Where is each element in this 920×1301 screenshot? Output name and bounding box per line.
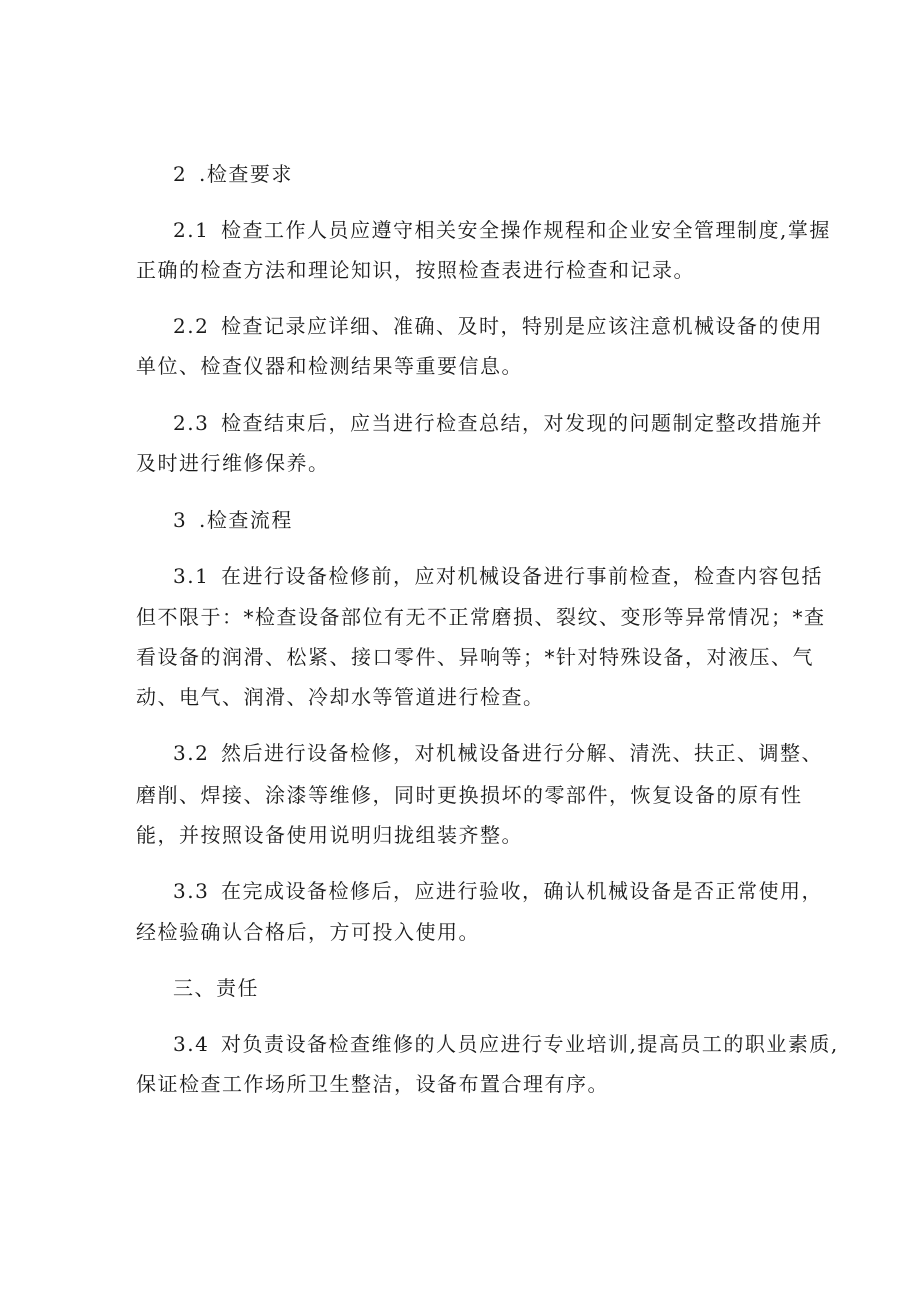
item-3-2-line-3: 能，并按照设备使用说明归拢组装齐整。 xyxy=(136,823,523,847)
item-number: 3.4 xyxy=(173,1032,210,1056)
item-3-4-line-2: 保证检查工作场所卫生整洁，设备布置合理有序。 xyxy=(136,1072,609,1096)
item-2-1-line-1 xyxy=(173,218,831,242)
item-3-1-line-2: 但不限于：*检查设备部位有无不正常磨损、裂纹、变形等异常情况；*查 xyxy=(136,605,826,629)
section-2-heading xyxy=(173,162,293,186)
item-3-1-line-4: 动、电气、润滑、冷却水等管道进行检查。 xyxy=(136,685,545,709)
section-3-heading xyxy=(173,508,293,532)
item-number: 3.3 xyxy=(173,879,210,903)
item-3-3-line-1 xyxy=(173,879,823,903)
item-number: 3.1 xyxy=(173,564,210,588)
item-2-2-line-2: 单位、检查仪器和检测结果等重要信息。 xyxy=(136,354,523,378)
item-number: 2.1 xyxy=(173,218,210,242)
item-3-2-line-2: 磨削、焊接、涂漆等维修，同时更换损坏的零部件，恢复设备的原有性 xyxy=(136,783,803,807)
item-number: 3.2 xyxy=(173,741,210,765)
section-number: 2 xyxy=(173,162,188,186)
section-title: .检查要求 xyxy=(199,162,293,186)
item-3-1-line-3: 看设备的润滑、松紧、接口零件、异响等；*针对特殊设备，对液压、气 xyxy=(136,645,814,669)
item-3-2-line-1 xyxy=(173,741,823,765)
section-three-heading: 三、责任 xyxy=(173,976,259,1000)
item-text: 检查结束后，应当进行检查总结，对发现的问题制定整改措施并 xyxy=(221,411,823,435)
section-title: .检查流程 xyxy=(199,508,293,532)
item-3-4-line-1 xyxy=(173,1032,839,1056)
item-text: 对负责设备检查维修的人员应进行专业培训,提高员工的职业素质, xyxy=(221,1032,839,1056)
item-2-1-line-2: 正确的检查方法和理论知识，按照检查表进行检查和记录。 xyxy=(136,258,695,282)
item-text: 检查记录应详细、准确、及时，特别是应该注意机械设备的使用 xyxy=(221,314,823,338)
item-3-1-line-1 xyxy=(173,564,823,588)
item-number: 2.3 xyxy=(173,411,210,435)
item-2-2-line-1 xyxy=(173,314,823,338)
item-2-3-line-2: 及时进行维修保养。 xyxy=(136,451,330,475)
item-text: 在完成设备检修后，应进行验收，确认机械设备是否正常使用， xyxy=(221,879,823,903)
item-text: 然后进行设备检修，对机械设备进行分解、清洗、扶正、调整、 xyxy=(221,741,823,765)
item-3-3-line-2: 经检验确认合格后，方可投入使用。 xyxy=(136,920,480,944)
item-text: 检查工作人员应遵守相关安全操作规程和企业安全管理制度,掌握 xyxy=(221,218,831,242)
section-number: 3 xyxy=(173,508,188,532)
item-number: 2.2 xyxy=(173,314,210,338)
item-text: 在进行设备检修前，应对机械设备进行事前检查，检查内容包括 xyxy=(221,564,823,588)
item-2-3-line-1 xyxy=(173,411,823,435)
